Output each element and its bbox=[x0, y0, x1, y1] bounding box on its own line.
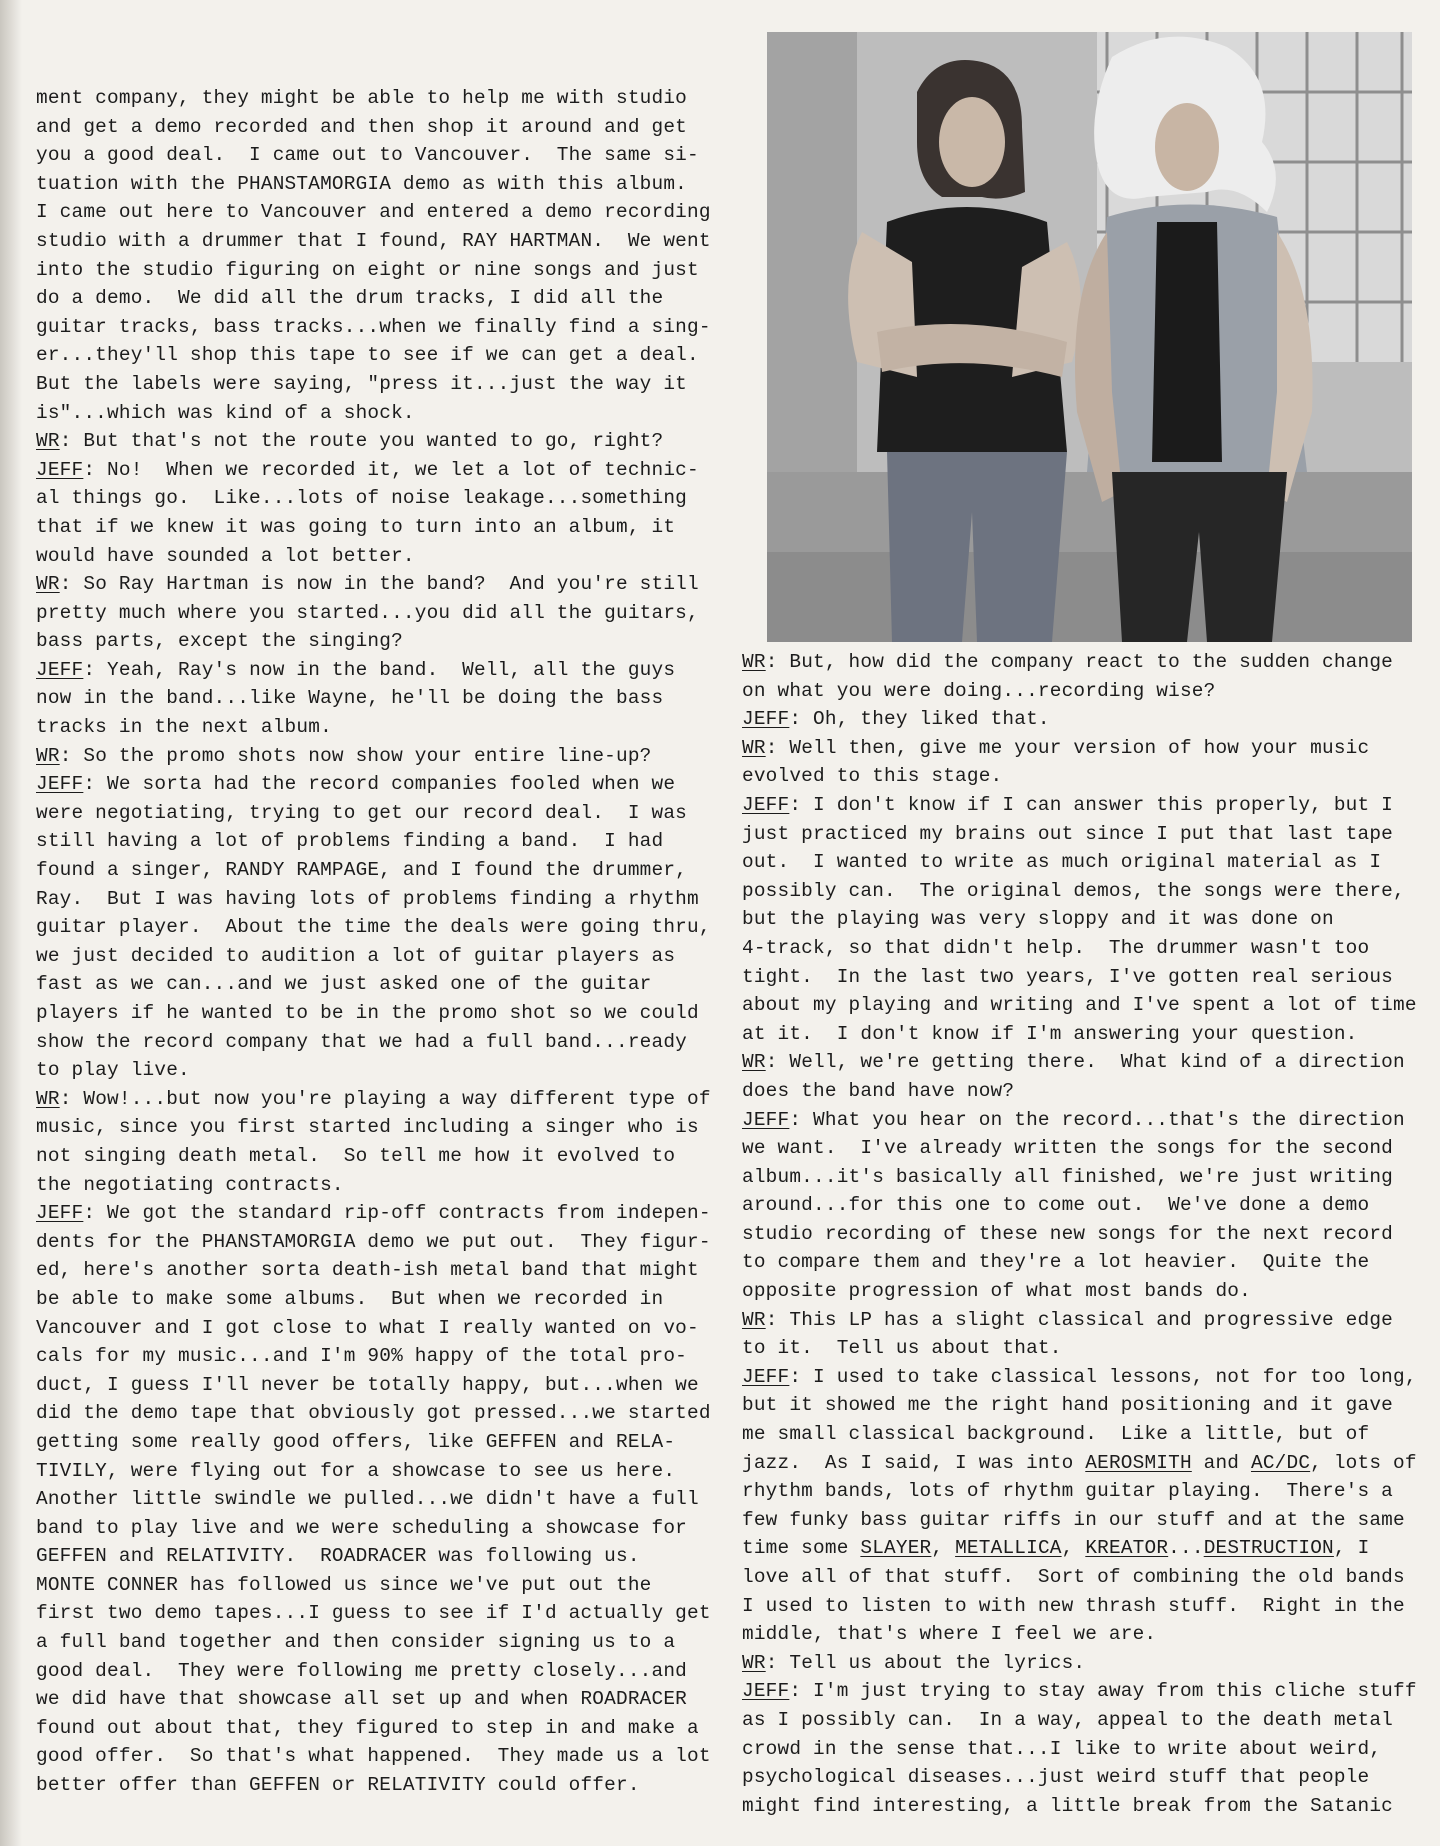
text-line bbox=[36, 599, 699, 628]
text-segment: al things go. Like...lots of noise leakage...something bbox=[36, 487, 687, 510]
text-segment: but it showed me the right hand positioning and it gave bbox=[742, 1394, 1393, 1417]
text-segment: , lots of bbox=[1310, 1451, 1417, 1474]
text-line bbox=[742, 1592, 1422, 1621]
text-segment: around...for this one to come out. We've done a demo bbox=[742, 1194, 1370, 1217]
text-line bbox=[742, 1106, 1422, 1135]
text-segment: guitar player. About the time the deals were going thru, bbox=[36, 916, 711, 939]
text-line bbox=[36, 227, 711, 256]
text-segment: psychological diseases...just weird stuff that people bbox=[742, 1766, 1370, 1789]
text-line bbox=[36, 1113, 699, 1142]
text-line bbox=[36, 1285, 686, 1314]
text-segment: good deal. They were following me pretty closely...and bbox=[36, 1659, 687, 1682]
text-line bbox=[36, 1171, 686, 1200]
text-segment: MONTE CONNER has followed us since we've put out the bbox=[36, 1573, 652, 1596]
underlined-text: JEFF bbox=[742, 1680, 790, 1703]
text-line bbox=[36, 1542, 686, 1571]
text-line bbox=[36, 1142, 686, 1171]
text-segment: studio recording of these new songs for the next record bbox=[742, 1222, 1393, 1245]
text-segment: dents for the PHANSTAMORGIA demo we put out. They figur- bbox=[36, 1230, 711, 1253]
underlined-text: AC/DC bbox=[1250, 1451, 1311, 1474]
text-segment: Another little swindle we pulled...we didn't have a full bbox=[36, 1488, 699, 1511]
text-segment: I used to listen to with new thrash stuff. Right in the bbox=[742, 1594, 1405, 1617]
text-segment: me small classical background. Like a little, but of bbox=[742, 1423, 1370, 1446]
text-line bbox=[742, 1248, 1422, 1277]
text-line bbox=[742, 1563, 1422, 1592]
text-segment: about my playing and writing and I've spent a lot of time bbox=[742, 994, 1417, 1017]
text-line bbox=[742, 791, 1422, 820]
text-segment: : Wow!...but now you're playing a way different type of bbox=[59, 1087, 711, 1110]
text-segment: crowd in the sense that...I like to write about weird, bbox=[742, 1737, 1382, 1760]
text-segment: : Yeah, Ray's now in the band. Well, all the guys bbox=[83, 658, 676, 681]
text-segment: tracks in the next album. bbox=[36, 716, 332, 739]
text-line bbox=[36, 427, 686, 456]
text-line bbox=[742, 820, 1422, 849]
band-photo-illustration bbox=[767, 32, 1412, 642]
text-line bbox=[742, 991, 1422, 1020]
text-segment: to play live. bbox=[36, 1059, 190, 1082]
underlined-text: WR bbox=[36, 1087, 60, 1110]
text-segment: Vancouver and I got close to what I really wanted on vo- bbox=[36, 1316, 699, 1339]
text-segment: er...they'll shop this tape to see if we can get a deal. bbox=[36, 344, 699, 367]
text-line bbox=[36, 1428, 686, 1457]
text-line bbox=[742, 762, 1422, 791]
text-segment: : So the promo shots now show your entire line-up? bbox=[59, 744, 652, 767]
underlined-text: METALLICA bbox=[955, 1537, 1062, 1560]
text-line bbox=[36, 1485, 699, 1514]
text-line bbox=[742, 905, 1422, 934]
text-line bbox=[36, 1771, 686, 1800]
underlined-text: WR bbox=[742, 1651, 766, 1674]
text-segment: pretty much where you started...you did all the guitars, bbox=[36, 601, 699, 624]
text-line bbox=[742, 1191, 1422, 1220]
text-line bbox=[36, 770, 686, 799]
text-line bbox=[36, 198, 711, 227]
text-segment: opposite progression of what most bands do. bbox=[742, 1280, 1251, 1303]
text-segment: : Well then, give me your version of how your music bbox=[765, 736, 1370, 759]
text-line bbox=[36, 484, 686, 513]
text-segment: : This LP has a slight classical and progressive edge bbox=[765, 1308, 1394, 1331]
underlined-text: JEFF bbox=[742, 793, 790, 816]
underlined-text: WR bbox=[742, 1308, 766, 1331]
text-line bbox=[36, 1742, 711, 1771]
text-line bbox=[36, 341, 699, 370]
text-segment: now in the band...like Wayne, he'll be doing the bass bbox=[36, 687, 664, 710]
text-segment: and get a demo recorded and then shop it around and get bbox=[36, 115, 687, 138]
text-line bbox=[36, 1371, 699, 1400]
underlined-text: JEFF bbox=[36, 458, 84, 481]
text-line bbox=[742, 1506, 1422, 1535]
text-segment: still having a lot of problems finding a band. I had bbox=[36, 830, 664, 853]
text-segment: : I don't know if I can answer this properly, but I bbox=[789, 793, 1394, 816]
text-line bbox=[36, 1399, 711, 1428]
text-line bbox=[742, 1763, 1422, 1792]
text-segment: ment company, they might be able to help me with studio bbox=[36, 87, 687, 109]
text-segment: bass parts, except the singing? bbox=[36, 630, 403, 653]
text-segment: you a good deal. I came out to Vancouver. The same si- bbox=[36, 144, 699, 167]
text-segment: : Tell us about the lyrics. bbox=[765, 1651, 1086, 1674]
text-segment: : Oh, they liked that. bbox=[789, 708, 1050, 731]
text-segment: does the band have now? bbox=[742, 1079, 1015, 1102]
text-segment: duct, I guess I'll never be totally happy, but...when we bbox=[36, 1373, 699, 1396]
text-segment: : We got the standard rip-off contracts from indepen- bbox=[83, 1202, 711, 1225]
text-line bbox=[36, 84, 686, 113]
text-line bbox=[742, 648, 1422, 677]
text-segment: guitar tracks, bass tracks...when we finally find a sing- bbox=[36, 315, 711, 338]
text-segment: good offer. So that's what happened. They made us a lot bbox=[36, 1745, 711, 1768]
text-line bbox=[36, 1314, 699, 1343]
text-line bbox=[742, 1735, 1422, 1764]
text-line bbox=[36, 913, 711, 942]
text-line bbox=[36, 999, 699, 1028]
text-line bbox=[36, 1571, 686, 1600]
underlined-text: WR bbox=[36, 573, 60, 596]
text-line bbox=[36, 970, 686, 999]
text-segment: show the record company that we had a full band...ready bbox=[36, 1030, 687, 1053]
text-line bbox=[36, 370, 686, 399]
text-line bbox=[36, 856, 686, 885]
text-line bbox=[36, 1514, 686, 1543]
text-line bbox=[36, 1714, 699, 1743]
text-segment: were negotiating, trying to get our record deal. I was bbox=[36, 801, 687, 824]
text-segment: Ray. But I was having lots of problems finding a rhythm bbox=[36, 887, 699, 910]
text-segment: getting some really good offers, like GEFFEN and RELA- bbox=[36, 1430, 676, 1453]
text-segment: album...it's basically all finished, we're just writing bbox=[742, 1165, 1393, 1188]
text-line bbox=[36, 799, 686, 828]
text-line bbox=[36, 399, 686, 428]
text-line bbox=[742, 705, 1422, 734]
text-segment: evolved to this stage. bbox=[742, 765, 1003, 788]
text-segment: found out about that, they figured to step in and make a bbox=[36, 1716, 699, 1739]
text-line bbox=[742, 1391, 1422, 1420]
text-segment: : But that's not the route you wanted to go, right? bbox=[59, 430, 664, 453]
text-segment: love all of that stuff. Sort of combining the old bands bbox=[742, 1566, 1405, 1588]
underlined-text: JEFF bbox=[36, 1202, 84, 1225]
text-segment: found a singer, RANDY RAMPAGE, and I found the drummer, bbox=[36, 859, 687, 882]
underlined-text: WR bbox=[36, 430, 60, 453]
text-segment: we just decided to audition a lot of guitar players as bbox=[36, 944, 676, 967]
text-line bbox=[742, 1134, 1422, 1163]
text-line bbox=[36, 827, 686, 856]
text-line bbox=[36, 1228, 711, 1257]
text-line bbox=[36, 1457, 686, 1486]
text-segment: TIVILY, were flying out for a showcase to see us here. bbox=[36, 1459, 676, 1482]
text-segment: we did have that showcase all set up and when ROADRACER bbox=[36, 1688, 687, 1711]
text-line bbox=[742, 1792, 1422, 1821]
underlined-text: JEFF bbox=[742, 1365, 790, 1388]
text-line bbox=[36, 1628, 686, 1657]
text-line bbox=[742, 1677, 1422, 1706]
text-line bbox=[36, 456, 699, 485]
text-segment: better offer than GEFFEN or RELATIVITY could offer. bbox=[36, 1774, 640, 1797]
text-line bbox=[36, 1199, 711, 1228]
underlined-text: WR bbox=[742, 736, 766, 759]
text-segment: is"...which was kind of a shock. bbox=[36, 401, 415, 424]
text-segment: first two demo tapes...I guess to see if I'd actually get bbox=[36, 1602, 711, 1625]
underlined-text: WR bbox=[742, 651, 766, 673]
text-segment: : So Ray Hartman is now in the band? And you're still bbox=[59, 573, 699, 596]
text-line bbox=[36, 713, 686, 742]
right-text-column bbox=[742, 648, 1422, 1820]
text-line bbox=[36, 627, 686, 656]
text-line bbox=[36, 1256, 699, 1285]
text-line bbox=[742, 1649, 1422, 1678]
underlined-text: JEFF bbox=[36, 658, 84, 681]
text-segment: out. I wanted to write as much original material as I bbox=[742, 851, 1382, 874]
text-segment: at it. I don't know if I'm answering your question. bbox=[742, 1022, 1358, 1045]
text-segment: , bbox=[1061, 1537, 1086, 1560]
text-segment: : What you hear on the record...that's the direction bbox=[789, 1108, 1405, 1131]
underlined-text: JEFF bbox=[742, 708, 790, 731]
text-line bbox=[36, 542, 686, 571]
text-segment: we want. I've already written the songs for the second bbox=[742, 1137, 1393, 1160]
text-segment: on what you were doing...recording wise? bbox=[742, 679, 1216, 702]
text-line bbox=[742, 963, 1422, 992]
text-segment: few funky bass guitar riffs in our stuff and at the same bbox=[742, 1508, 1405, 1531]
text-segment: middle, that's where I feel we are. bbox=[742, 1623, 1157, 1646]
text-line bbox=[742, 1077, 1422, 1106]
text-segment: would have sounded a lot better. bbox=[36, 544, 415, 567]
text-segment: into the studio figuring on eight or nine songs and just bbox=[36, 258, 699, 281]
text-segment: GEFFEN and RELATIVITY. ROADRACER was following us. bbox=[36, 1545, 640, 1568]
text-line bbox=[36, 513, 686, 542]
text-line bbox=[742, 1620, 1422, 1649]
text-line bbox=[36, 113, 686, 142]
text-segment: might find interesting, a little break from the Satanic bbox=[742, 1794, 1393, 1817]
text-segment: and bbox=[1191, 1451, 1251, 1474]
text-segment: I came out here to Vancouver and entered a demo recording bbox=[36, 201, 711, 224]
text-line bbox=[742, 1048, 1422, 1077]
page-binding-shadow bbox=[0, 0, 22, 1846]
text-line bbox=[742, 1020, 1422, 1049]
text-segment: cals for my music...and I'm 90% happy of the total pro- bbox=[36, 1345, 687, 1368]
text-segment: not singing death metal. So tell me how it evolved to bbox=[36, 1144, 676, 1167]
text-segment: as I possibly can. In a way, appeal to the death metal bbox=[742, 1708, 1393, 1731]
text-line bbox=[742, 1220, 1422, 1249]
text-line bbox=[742, 1449, 1422, 1478]
text-segment: time some bbox=[742, 1537, 861, 1560]
text-line bbox=[36, 570, 699, 599]
text-segment: tight. In the last two years, I've gotten real serious bbox=[742, 965, 1393, 988]
left-text-column bbox=[36, 84, 711, 1800]
text-segment: tuation with the PHANSTAMORGIA demo as with this album. bbox=[36, 172, 687, 195]
text-segment: did the demo tape that obviously got pressed...we started bbox=[36, 1402, 711, 1425]
text-line bbox=[36, 1599, 711, 1628]
text-segment: fast as we can...and we just asked one of the guitar bbox=[36, 973, 652, 996]
text-line bbox=[36, 1685, 686, 1714]
text-segment: but the playing was very sloppy and it was done on bbox=[742, 908, 1334, 931]
underlined-text: DESTRUCTION bbox=[1203, 1537, 1334, 1560]
text-segment: ... bbox=[1168, 1537, 1204, 1560]
text-line bbox=[742, 1363, 1422, 1392]
text-segment: , I bbox=[1333, 1537, 1370, 1560]
text-segment: possibly can. The original demos, the songs were there, bbox=[742, 879, 1405, 902]
text-line bbox=[36, 1028, 686, 1057]
underlined-text: JEFF bbox=[36, 773, 84, 796]
text-line bbox=[36, 256, 699, 285]
text-segment: : I used to take classical lessons, not for too long, bbox=[789, 1365, 1417, 1388]
text-segment: : No! When we recorded it, we let a lot of technic- bbox=[83, 458, 699, 481]
text-line bbox=[742, 1163, 1422, 1192]
text-segment: studio with a drummer that I found, RAY HARTMAN. We went bbox=[36, 229, 711, 252]
text-segment: : Well, we're getting there. What kind of a direction bbox=[765, 1051, 1405, 1074]
text-line bbox=[742, 1477, 1422, 1506]
text-segment: just practiced my brains out since I put that last tape bbox=[742, 822, 1393, 845]
text-line bbox=[742, 677, 1422, 706]
text-line bbox=[742, 1306, 1422, 1335]
text-line bbox=[36, 1657, 686, 1686]
text-line bbox=[36, 170, 686, 199]
text-segment: to compare them and they're a lot heavier. Quite the bbox=[742, 1251, 1370, 1274]
text-line bbox=[742, 734, 1422, 763]
text-line bbox=[36, 141, 699, 170]
text-line bbox=[742, 1420, 1422, 1449]
text-segment: a full band together and then consider signing us to a bbox=[36, 1631, 676, 1654]
text-segment: music, since you first started including a singer who is bbox=[36, 1116, 699, 1139]
text-line bbox=[36, 656, 686, 685]
text-line bbox=[36, 684, 686, 713]
underlined-text: SLAYER bbox=[860, 1537, 932, 1560]
text-line bbox=[36, 885, 699, 914]
underlined-text: JEFF bbox=[742, 1108, 790, 1131]
text-segment: : But, how did the company react to the sudden change bbox=[765, 651, 1394, 673]
text-line bbox=[742, 877, 1422, 906]
text-line bbox=[36, 742, 686, 771]
text-segment: : I'm just trying to stay away from this cliche stuff bbox=[789, 1680, 1417, 1703]
text-line bbox=[742, 1534, 1422, 1563]
text-line bbox=[36, 1342, 686, 1371]
text-segment: rhythm bands, lots of rhythm guitar playing. There's a bbox=[742, 1480, 1393, 1503]
underlined-text: AEROSMITH bbox=[1085, 1451, 1192, 1474]
text-line bbox=[742, 1277, 1422, 1306]
text-segment: 4-track, so that didn't help. The drummer wasn't too bbox=[742, 936, 1370, 959]
text-line bbox=[742, 934, 1422, 963]
text-segment: , bbox=[931, 1537, 956, 1560]
band-photo bbox=[767, 32, 1412, 642]
text-segment: do a demo. We did all the drum tracks, I did all the bbox=[36, 287, 664, 310]
underlined-text: WR bbox=[36, 744, 60, 767]
text-segment: ed, here's another sorta death-ish metal band that might bbox=[36, 1259, 699, 1282]
underlined-text: KREATOR bbox=[1085, 1537, 1169, 1560]
text-line bbox=[742, 848, 1422, 877]
underlined-text: WR bbox=[742, 1051, 766, 1074]
text-segment: to it. Tell us about that. bbox=[742, 1337, 1062, 1360]
text-line bbox=[36, 284, 686, 313]
text-segment: But the labels were saying, "press it...just the way it bbox=[36, 372, 687, 395]
text-line bbox=[36, 313, 711, 342]
text-segment: : We sorta had the record companies fooled when we bbox=[83, 773, 676, 796]
text-line bbox=[742, 1334, 1422, 1363]
text-line bbox=[742, 1706, 1422, 1735]
text-line bbox=[36, 1085, 711, 1114]
text-segment: that if we knew it was going to turn into an album, it bbox=[36, 515, 676, 538]
text-segment: be able to make some albums. But when we recorded in bbox=[36, 1287, 664, 1310]
text-line bbox=[36, 942, 686, 971]
text-segment: band to play live and we were scheduling a showcase for bbox=[36, 1516, 687, 1539]
text-line bbox=[36, 1056, 686, 1085]
text-segment: players if he wanted to be in the promo shot so we could bbox=[36, 1002, 699, 1024]
text-segment: the negotiating contracts. bbox=[36, 1173, 344, 1196]
text-segment: jazz. As I said, I was into bbox=[742, 1451, 1086, 1474]
